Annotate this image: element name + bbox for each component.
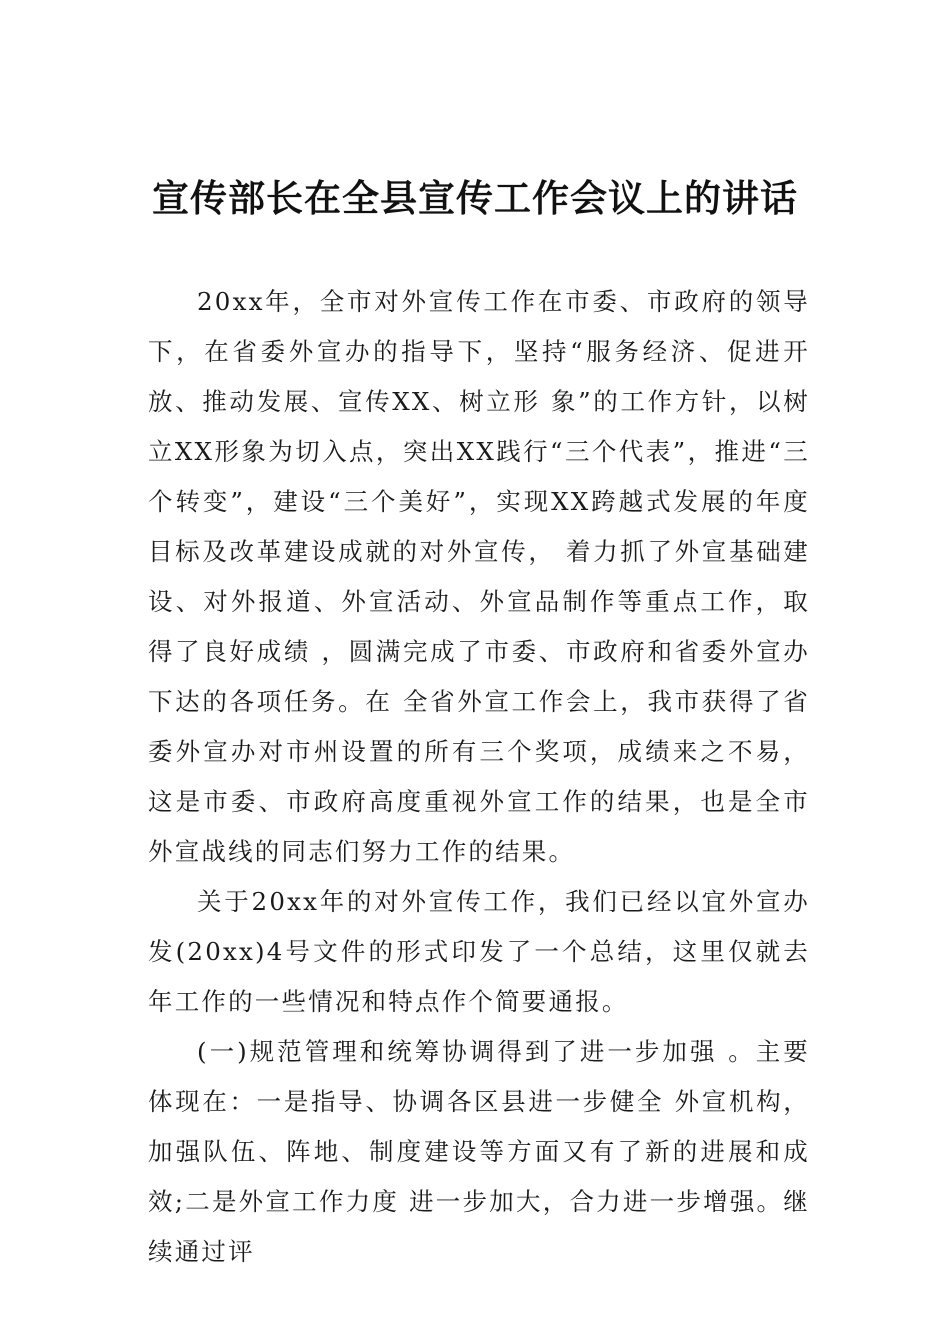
document-title: 宣传部长在全县宣传工作会议上的讲话 [152,176,798,220]
paragraph-2: 关于20xx年的对外宣传工作，我们已经以宜外宣办发(20xx)4号文件的形式印发了一个总结，这里仅就去年工作的一些情况和特点作个简要通报。 [148,887,810,1016]
paragraph-3: (一)规范管理和统筹协调得到了进一步加强 。主要体现在：一是指导、协调各区县进一步健全 外宣机构，加强队伍、阵地、制度建设等方面又有了新的进展和成效;二是外宣工作力度 进一步加大，合力进一步增强。继续通过评 [148,1037,810,1266]
document-body [148,277,810,1277]
paragraph-1: 20xx年，全市对外宣传工作在市委、市政府的领导 下，在省委外宣办的指导下，坚持“服务经济、促进开放、推动发展、宣传XX、树立形 象”的工作方针，以树立XX形象为切入点，突出XX践行“三个代表”，推进“三个转变”，建设“三个美好”，实现XX跨越式发展的年度目标及改革建设成就的对外宣传， 着力抓了外宣基础建设、对外报道、外宣活动、外宣品制作等重点工作，取得了良好成绩 ，圆满完成了市委、市政府和省委外宣办下达的各项任务。在 全省外宣工作会上，我市获得了省委外宣办对市州设置的所有三个奖项，成绩来之不易，这是市委、市政府高度重视外宣工作的结果，也是全市外宣战线的同志们努力工作的结果。 [148,287,810,866]
